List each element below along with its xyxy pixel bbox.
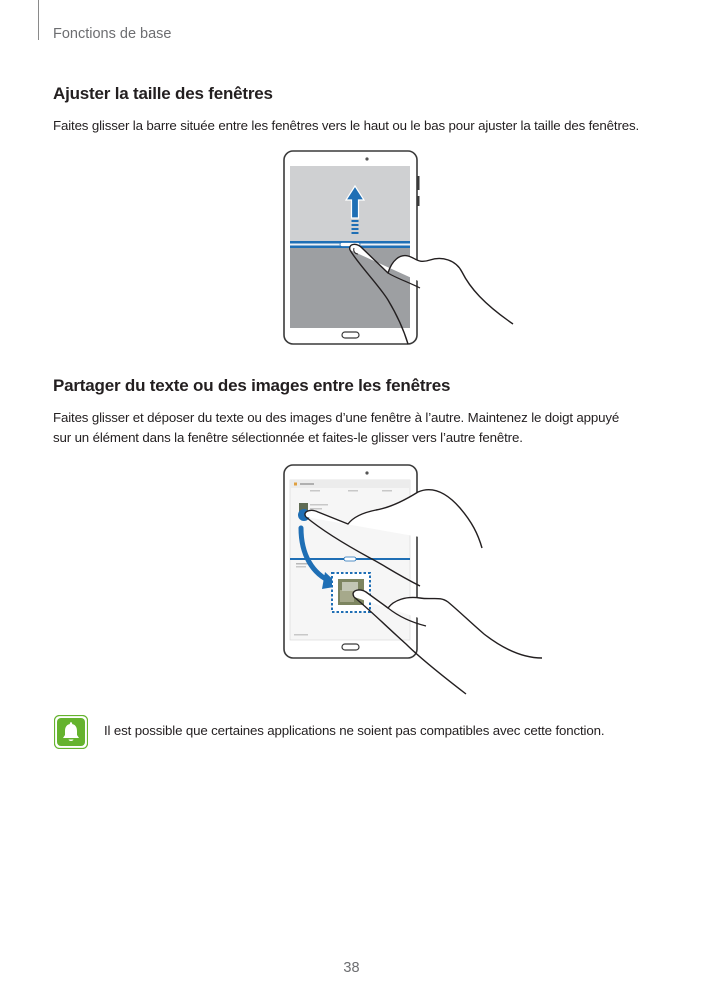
top-window [290, 166, 410, 243]
content-line [294, 634, 308, 636]
bell-icon [54, 715, 88, 749]
dragged-image [340, 590, 354, 602]
divider-handle [344, 557, 356, 561]
content-line [310, 504, 328, 506]
app-icon [294, 483, 297, 486]
section-body-share-line2: sur un élément dans la fenêtre sélectionnée et faites-le glisser vers l’autre fenêtre. [53, 430, 523, 445]
content-line [310, 508, 322, 510]
bottom-window [290, 248, 410, 328]
camera-dot [365, 471, 368, 474]
page-number: 38 [343, 960, 360, 976]
toolbar-text [300, 483, 314, 485]
note-text: Il est possible que certaines applications ne soient pas compatibles avec cette fonction. [104, 723, 605, 738]
drag-drop-illustration [270, 462, 550, 698]
resize-windows-illustration [270, 148, 530, 348]
tab-label [382, 490, 392, 492]
side-button [417, 176, 420, 190]
side-button [417, 196, 420, 206]
section-body-share-line1: Faites glisser et déposer du texte ou des images d’une fenêtre à l’autre. Maintenez le doigt appuyé [53, 410, 620, 425]
dragged-image [342, 582, 358, 591]
section-title-resize: Ajuster la taille des fenêtres [53, 84, 273, 103]
tab-label [310, 490, 320, 492]
camera-dot [365, 157, 368, 160]
section-body-resize: Faites glisser la barre située entre les fenêtres vers le haut ou le bas pour ajuster la taille des fenêtres. [53, 118, 640, 133]
content-line [296, 566, 306, 568]
header-section-label: Fonctions de base [53, 26, 172, 42]
tab-label [348, 490, 358, 492]
header-rule [38, 0, 39, 40]
section-title-share: Partager du texte ou des images entre les fenêtres [53, 376, 451, 395]
